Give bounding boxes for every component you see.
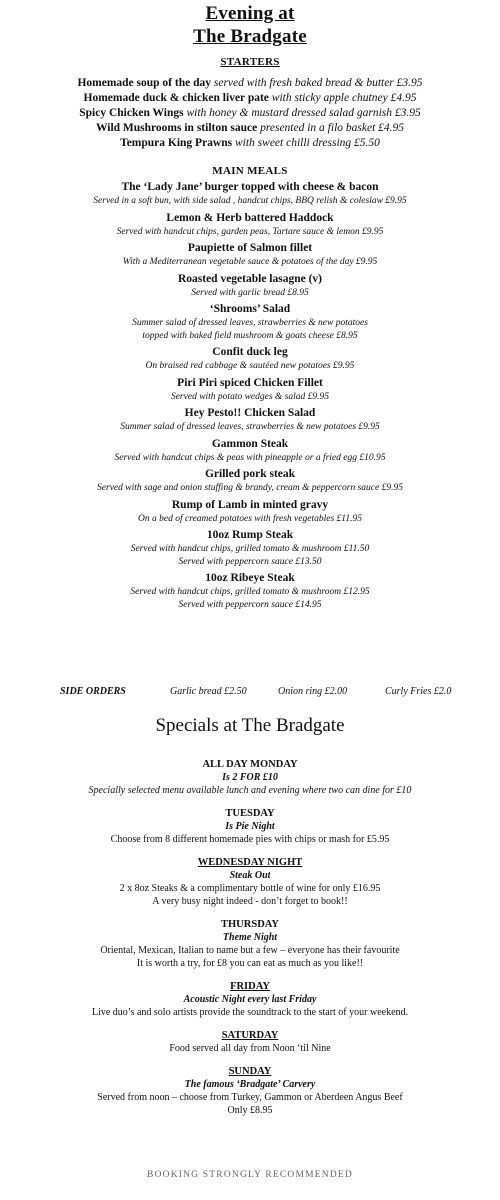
main-meal-name: Lemon & Herb battered Haddock xyxy=(166,211,334,224)
title-line-2: The Bradgate xyxy=(193,26,307,47)
main-meal-name: Roasted vegetable lasagne (v) xyxy=(177,272,323,285)
specials-heading: Specials at The Bradgate xyxy=(155,715,345,736)
special-day-description: Food served all day from Noon ‘til Nine xyxy=(169,1043,331,1054)
main-meals-heading: MAIN MEALS xyxy=(212,165,288,177)
main-meal-description: Served with peppercorn sauce £14.95 xyxy=(178,599,322,610)
special-day xyxy=(0,1065,500,1117)
special-day-name: FRIDAY xyxy=(230,981,270,992)
starter-description: served with fresh baked bread & butter £3.95 xyxy=(210,77,423,89)
main-meal-description: On braised red cabbage & sautéed new potatoes £9.95 xyxy=(145,361,355,371)
side-order-item: Garlic bread £2.50 xyxy=(170,686,247,697)
special-day-name: SATURDAY xyxy=(221,1030,279,1041)
main-meal-description: Served with handcut chips & peas with pineapple or a fried egg £10.95 xyxy=(114,452,386,463)
main-meal-item xyxy=(0,211,500,239)
main-meal-item xyxy=(0,180,500,208)
side-orders-label: SIDE ORDERS xyxy=(60,686,126,697)
special-day-tagline: Acoustic Night every last Friday xyxy=(183,994,317,1005)
special-day xyxy=(0,1029,500,1055)
starter-item xyxy=(0,121,500,136)
main-meal-name: Confit duck leg xyxy=(212,346,288,358)
main-meal-name: Piri Piri spiced Chicken Fillet xyxy=(177,376,323,389)
special-day-description: Choose from 8 different homemade pies with chips or mash for £5.95 xyxy=(110,834,390,845)
main-meal-item xyxy=(0,302,500,342)
specials-list xyxy=(0,758,500,1127)
main-meal-item xyxy=(0,241,500,269)
starter-name: Homemade duck & chicken liver pate xyxy=(83,92,269,104)
main-meal-description: topped with baked field mushroom & goats cheese £8.95 xyxy=(142,330,358,341)
main-meal-name: ‘Shrooms’ Salad xyxy=(209,303,291,315)
starter-description: with sticky apple chutney £4.95 xyxy=(268,92,417,104)
main-meal-item xyxy=(0,528,500,568)
main-meal-item xyxy=(0,571,500,611)
main-meal-name: Paupiette of Salmon fillet xyxy=(187,242,313,254)
title-line-1: Evening at xyxy=(205,3,295,24)
main-meal-name: Rump of Lamb in minted gravy xyxy=(171,498,329,511)
special-day-name: WEDNESDAY NIGHT xyxy=(197,857,303,868)
main-meal-description: Summer salad of dressed leaves, strawberries & new potatoes xyxy=(132,318,368,328)
special-day-description: Only £8.95 xyxy=(227,1105,273,1116)
side-order-item: Curly Fries £2.0 xyxy=(385,686,452,697)
special-day xyxy=(0,807,500,846)
starter-name: Tempura King Prawns xyxy=(120,137,233,149)
main-meal-name: 10oz Ribeye Steak xyxy=(205,572,295,584)
special-day-description: Served from noon – choose from Turkey, Gammon or Aberdeen Angus Beef xyxy=(97,1092,403,1103)
main-meal-name: The ‘Lady Jane’ burger topped with cheese & bacon xyxy=(121,181,379,193)
main-meals-list xyxy=(0,180,500,614)
main-meal-description: Served with handcut chips, garden peas, Tartare sauce & lemon £9.95 xyxy=(116,226,384,237)
main-meal-description: On a bed of creamed potatoes with fresh vegetables £11.95 xyxy=(138,513,362,524)
special-day-tagline: Theme Night xyxy=(222,932,278,943)
special-day-name: TUESDAY xyxy=(225,808,275,819)
main-meal-item xyxy=(0,272,500,300)
special-day-description: Specially selected menu available lunch and evening where two can dine for £10 xyxy=(88,785,412,796)
main-meal-description: With a Mediterranean vegetable sauce & potatoes of the day £9.95 xyxy=(122,257,378,267)
special-day-description: Live duo’s and solo artists provide the soundtrack to the start of your weekend. xyxy=(91,1007,409,1018)
main-meal-item xyxy=(0,376,500,404)
main-meal-description: Served with potato wedges & salad £9.95 xyxy=(170,391,330,402)
starter-item xyxy=(0,91,500,106)
main-meal-description: Served with sage and onion stuffing & brandy, cream & peppercorn sauce £9.95 xyxy=(97,483,403,493)
main-meal-description: Served with garlic bread £8.95 xyxy=(191,287,309,298)
main-meal-item xyxy=(0,467,500,495)
main-meal-description: Summer salad of dressed leaves, strawberries & new potatoes £9.95 xyxy=(120,422,380,432)
special-day-tagline: Is 2 FOR £10 xyxy=(222,772,278,783)
special-day-name: SUNDAY xyxy=(228,1066,272,1077)
special-day-description: A very busy night indeed - don’t forget to book!! xyxy=(152,896,348,907)
special-day xyxy=(0,856,500,908)
special-day xyxy=(0,980,500,1019)
main-meal-item xyxy=(0,345,500,373)
main-meal-name: Hey Pesto!! Chicken Salad xyxy=(184,407,316,419)
side-orders xyxy=(0,686,500,700)
starter-name: Spicy Chicken Wings xyxy=(79,107,184,119)
starters-list xyxy=(0,76,500,151)
special-day-description: It is worth a try, for £8 you can eat as much as you like!! xyxy=(136,958,364,969)
main-meal-description: Served with handcut chips, grilled tomato & mushroom £12.95 xyxy=(130,587,370,597)
side-order-item: Onion ring £2.00 xyxy=(278,686,348,697)
main-meal-name: Gammon Steak xyxy=(211,437,289,450)
special-day-tagline: Steak Out xyxy=(229,870,271,881)
special-day-description: Oriental, Mexican, Italian to name but a few – everyone has their favourite xyxy=(100,945,400,956)
special-day-tagline: The famous ‘Bradgate’ Carvery xyxy=(184,1079,316,1090)
starter-item xyxy=(0,136,500,151)
special-day-tagline: Is Pie Night xyxy=(225,821,275,832)
main-meal-description: Served in a soft bun, with side salad , handcut chips, BBQ relish & coleslaw £9.95 xyxy=(93,196,407,206)
menu-title xyxy=(0,2,500,48)
main-meal-item xyxy=(0,498,500,526)
main-meal-item xyxy=(0,437,500,465)
main-meal-description: Served with handcut chips, grilled tomato & mushroom £11.50 xyxy=(130,544,370,554)
main-meal-description: Served with peppercorn sauce £13.50 xyxy=(178,556,322,567)
starter-name: Homemade soup of the day xyxy=(77,77,211,89)
starter-description: presented in a filo basket £4.95 xyxy=(257,122,405,134)
special-day xyxy=(0,918,500,970)
special-day-name: ALL DAY MONDAY xyxy=(202,759,298,770)
starter-description: with sweet chilli dressing £5.50 xyxy=(232,137,380,149)
starter-name: Wild Mushrooms in stilton sauce xyxy=(95,122,258,134)
booking-note: BOOKING STRONGLY RECOMMENDED xyxy=(147,1170,353,1180)
special-day-description: 2 x 8oz Steaks & a complimentary bottle of wine for only £16.95 xyxy=(119,883,381,894)
main-meal-name: Grilled pork steak xyxy=(204,468,296,480)
starter-item xyxy=(0,106,500,121)
starter-item xyxy=(0,76,500,91)
main-meal-item xyxy=(0,406,500,434)
main-meal-name: 10oz Rump Steak xyxy=(206,529,294,541)
starters-heading: STARTERS xyxy=(220,56,280,68)
special-day xyxy=(0,758,500,797)
starter-description: with honey & mustard dressed salad garnish £3.95 xyxy=(183,107,421,119)
special-day-name: THURSDAY xyxy=(221,919,279,930)
